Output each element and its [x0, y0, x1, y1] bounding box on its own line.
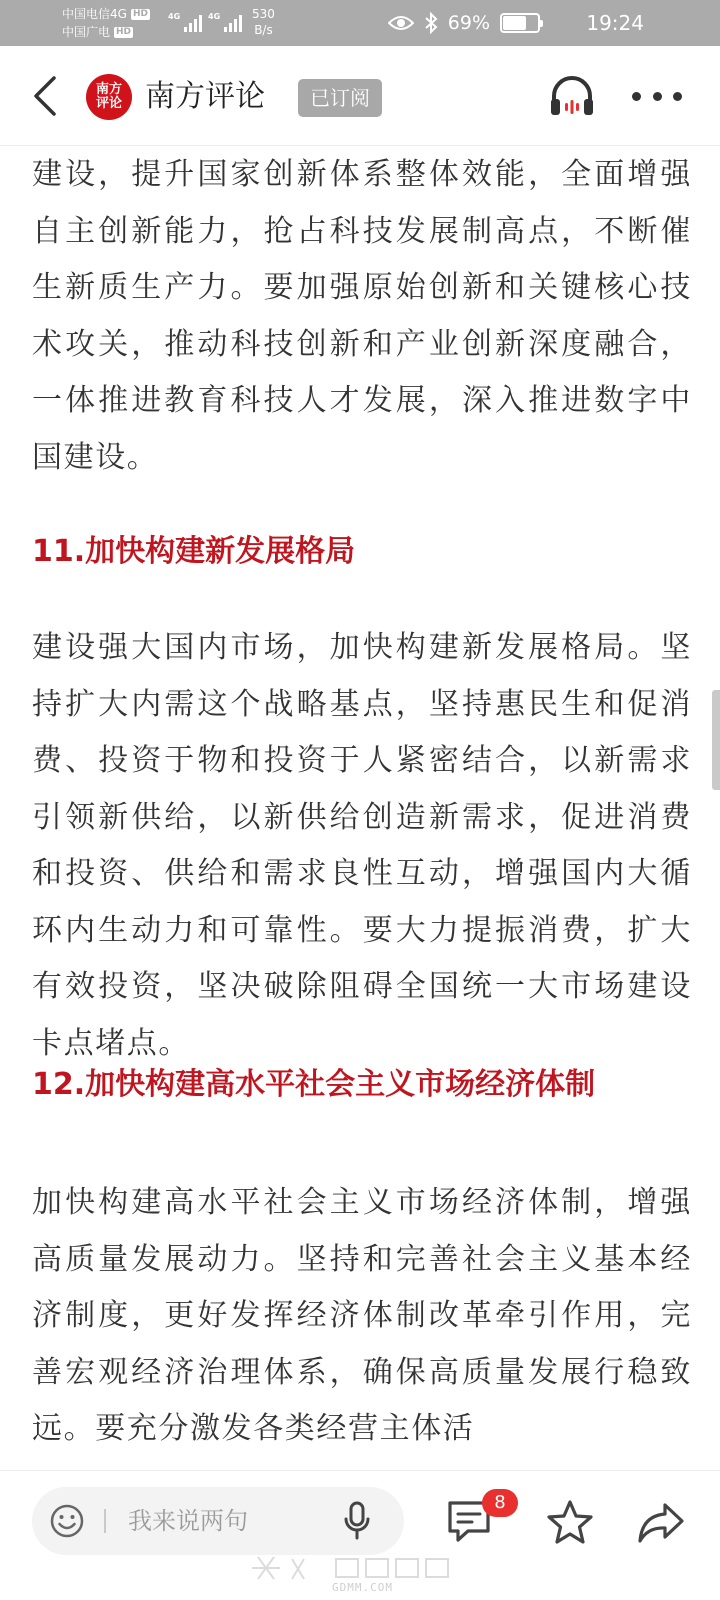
channel-name[interactable]: 南方评论 [145, 79, 265, 114]
status-icons [388, 0, 540, 46]
article-body[interactable] [0, 147, 720, 1467]
more-button[interactable] [632, 88, 682, 104]
back-arrow-icon[interactable] [26, 72, 66, 120]
clock: 19:24 [586, 11, 644, 35]
comment-count-badge: 8 [482, 1489, 518, 1517]
watermark [248, 1553, 468, 1599]
carrier-info [62, 5, 150, 41]
share-icon[interactable] [636, 1501, 686, 1545]
signal1-icon [168, 12, 202, 32]
input-divider [104, 1509, 106, 1533]
watermark-url: GDMM.COM [332, 1581, 393, 1594]
comment-input[interactable] [32, 1487, 404, 1555]
subscribed-button[interactable]: 已订阅 [298, 79, 382, 117]
headphones-icon[interactable] [548, 72, 596, 120]
battery-percent: 69% [447, 12, 490, 34]
article-paragraph: 建设，提升国家创新体系整体效能，全面增强自主创新能力，抢占科技发展制高点，不断催生新质生产力。要加强原始创新和关键核心技术攻关，推动科技创新和产业创新深度融合，一体推进教育科技人才发展，深入推进数字中国建设。 [32, 157, 692, 475]
status-bar [0, 0, 720, 46]
article-paragraph: 加快构建高水平社会主义市场经济体制，增强高质量发展动力。坚持和完善社会主义基本经济制度，更好发挥经济体制改革牵引作用，完善宏观经济治理体系，确保高质量发展行稳致远。要充分激发各类经营主体活 [32, 1185, 692, 1446]
speed-value: 530 [252, 7, 275, 21]
network-speed [252, 6, 275, 38]
signal2-icon [208, 12, 242, 32]
eye-icon [388, 14, 414, 32]
logo-line1: 南方 [95, 82, 122, 97]
speed-unit: B/s [254, 23, 273, 37]
more-icon [632, 92, 641, 101]
comment-placeholder: 我来说两句 [128, 1507, 248, 1535]
section-heading-12: 12.加快构建高水平社会主义市场经济体制 [32, 1067, 596, 1102]
bluetooth-icon [424, 12, 438, 34]
mic-icon[interactable] [342, 1501, 372, 1541]
signal1-tag: 4G [168, 12, 181, 21]
channel-logo[interactable] [86, 74, 132, 120]
scroll-indicator[interactable] [712, 690, 720, 790]
section-heading-11: 11.加快构建新发展格局 [32, 534, 356, 569]
carrier2-label: 中国广电 [62, 25, 111, 39]
logo-line2: 评论 [95, 96, 122, 111]
star-icon[interactable] [546, 1499, 594, 1545]
carrier1-label: 中国电信4G [62, 7, 127, 21]
signal2-tag: 4G [208, 12, 221, 21]
bottom-action-bar [0, 1470, 720, 1600]
app-header [0, 46, 720, 146]
battery-icon [500, 13, 540, 33]
emoji-icon[interactable] [50, 1504, 84, 1538]
hd-badge: HD [116, 26, 132, 37]
article-paragraph: 建设强大国内市场，加快构建新发展格局。坚持扩大内需这个战略基点，坚持惠民生和促消费、投资于物和投资于人紧密结合，以新需求引领新供给，以新供给创造新需求，促进消费和投资、供给和需求良性互动，增强国内大循环内生动力和可靠性。要大力提振消费，扩大有效投资，坚决破除阻碍全国统一大市场建设卡点堵点。 [32, 630, 692, 1061]
watermark-logo-icon [248, 1553, 468, 1583]
hd-badge: HD [132, 8, 148, 19]
